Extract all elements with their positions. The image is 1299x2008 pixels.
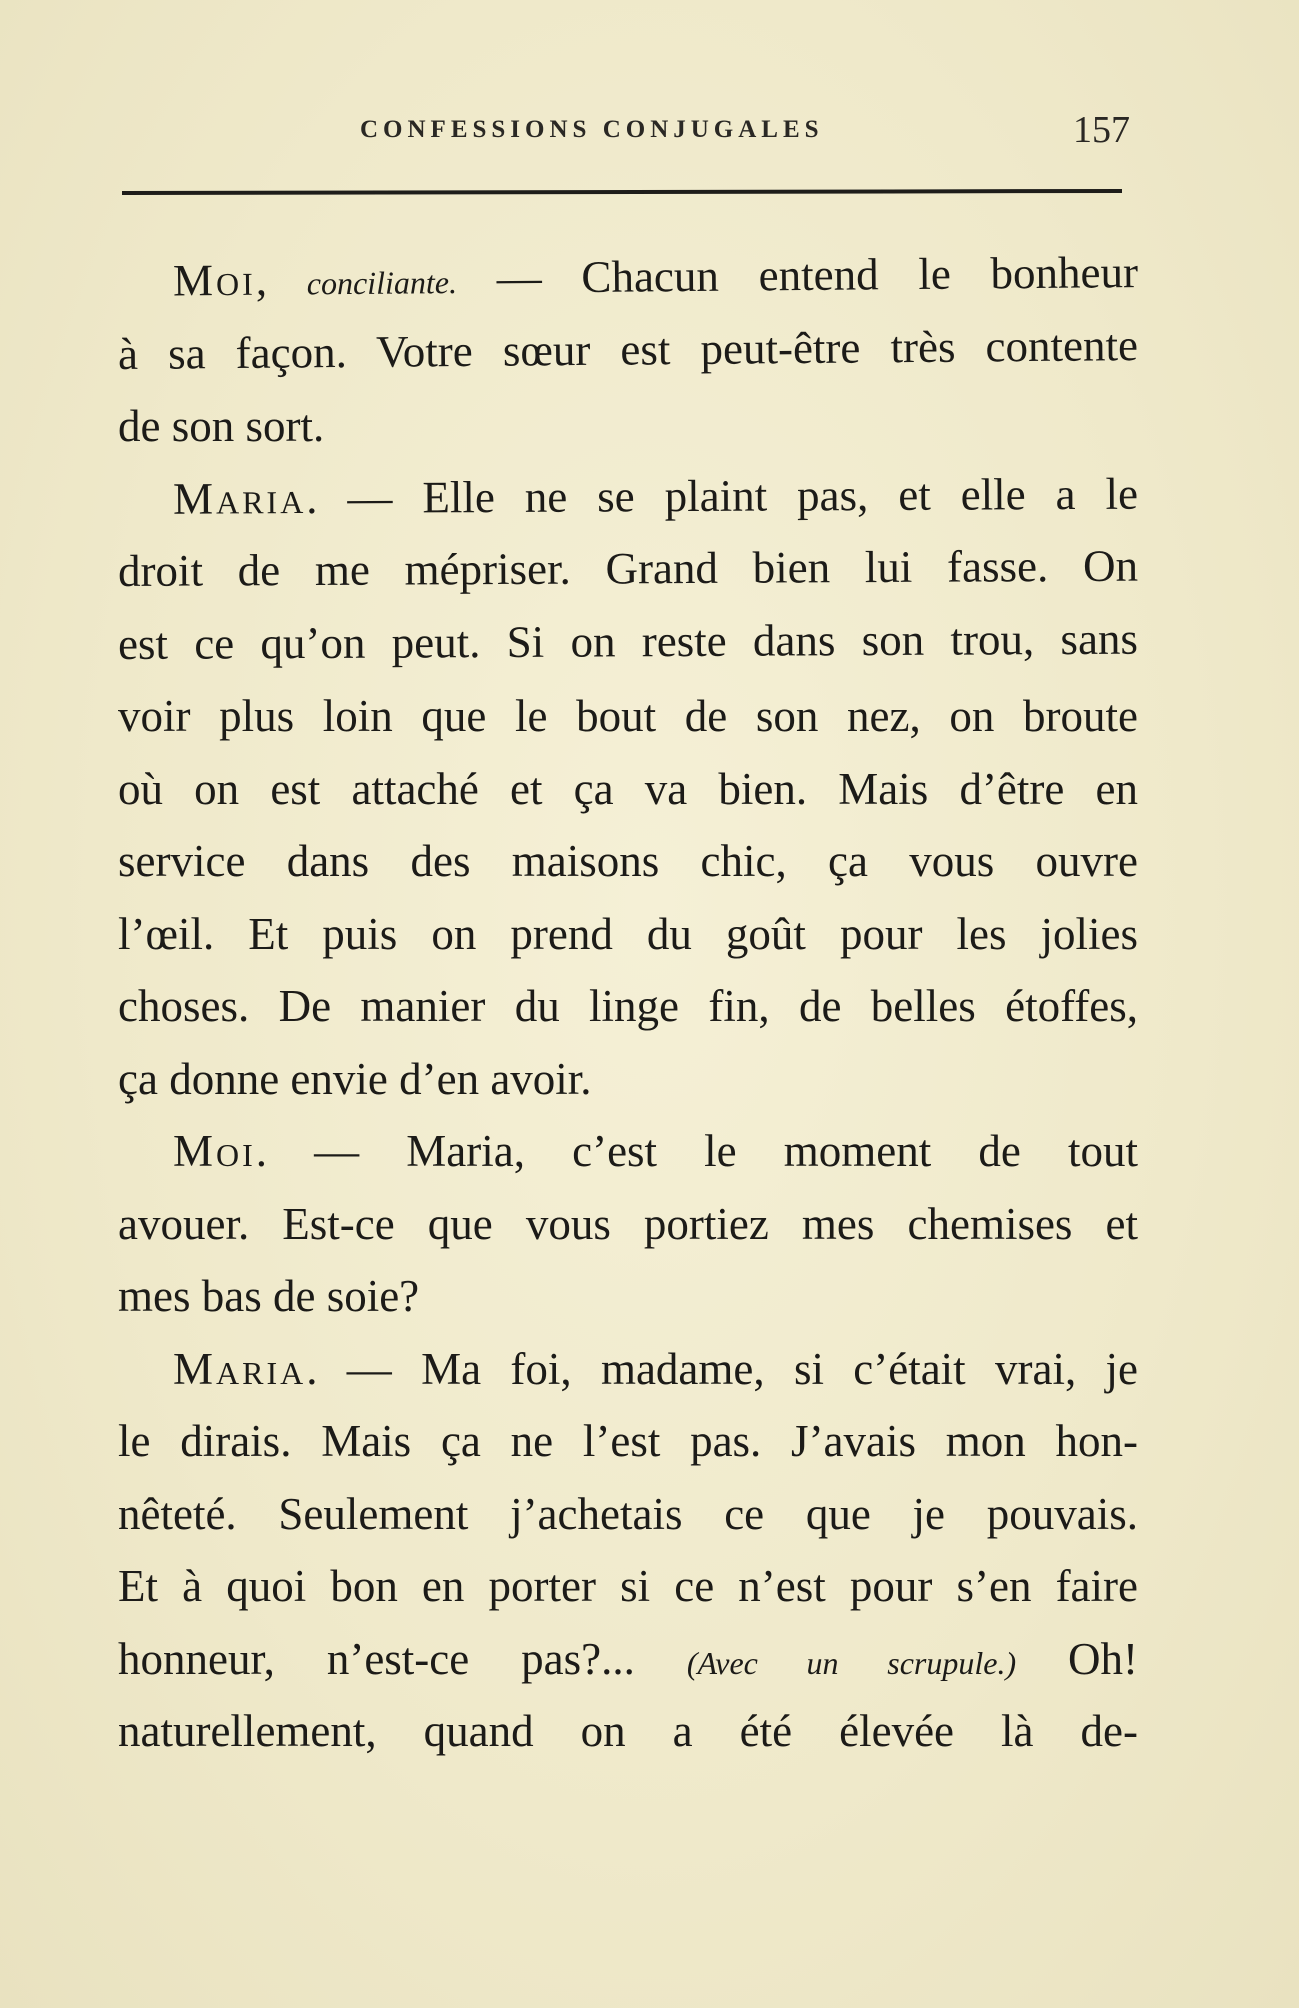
paragraph-4-line-4: Et à quoi bon en porter si ce n’est pour s’en faire (118, 1561, 1138, 1611)
speaker-name: Moi (173, 1126, 256, 1176)
paragraph-2-line-7: l’œil. Et puis on prend du goût pour les jolies (118, 908, 1138, 959)
line-text: — Chacun entend le bonheur (496, 247, 1139, 303)
paragraph-1-line-1: Moi, conciliante. — Chacun entend le bonheur (172, 247, 1139, 306)
paragraph-4-line-3: nêteté. Seulement j’achetais ce que je pouvais. (118, 1488, 1138, 1539)
running-header (120, 108, 1130, 168)
running-title: CONFESSIONS CONJUGALES (360, 116, 824, 143)
line-text: . — Ma foi, madame, si c’était vrai, je (306, 1343, 1138, 1394)
page-number: 157 (1073, 109, 1130, 151)
line-text: honneur, n’est-ce pas?... (118, 1633, 635, 1684)
paragraph-2-line-6: service dans des maisons chic, ça vous ouvre (118, 836, 1138, 886)
header-rule (122, 189, 1122, 195)
body-text (118, 245, 1138, 1768)
paragraph-2-line-2: droit de me mépriser. Grand bien lui fasse. On (117, 540, 1139, 596)
line-text: . — Maria, c’est le moment de tout (255, 1126, 1138, 1176)
paragraph-4-line-5 (118, 1623, 1138, 1696)
paragraph-3-line-3: mes bas de soie? (118, 1271, 420, 1321)
stage-direction: (Avec un scrupule.) (686, 1644, 1017, 1681)
line-text: . — Elle ne se plaint pas, et elle a le (306, 468, 1139, 523)
paragraph-2-line-3: est ce qu’on peut. Si on reste dans son trou, sans (117, 613, 1139, 669)
paragraph-1-line-3: de son sort. (118, 401, 325, 451)
stage-direction: conciliante. (306, 264, 458, 302)
paragraph-4-line-2: le dirais. Mais ça ne l’est pas. J’avais mon hon- (118, 1416, 1138, 1466)
paragraph-3-line-2: avouer. Est-ce que vous portiez mes chemises et (118, 1198, 1138, 1249)
paragraph-4-line-1 (118, 1333, 1138, 1406)
paragraph-1-line-2: à sa façon. Votre sœur est peut-être très contente (117, 319, 1139, 379)
paragraph-2-line-1 (118, 457, 1138, 535)
speaker-name: Maria (172, 472, 307, 524)
speaker-name: Maria (173, 1343, 307, 1394)
paragraph-3-line-1 (118, 1115, 1138, 1188)
paragraph-2-line-9: ça donne envie d’en avoir. (118, 1053, 592, 1104)
paragraph-2-line-5: où on est attaché et ça va bien. Mais d’être en (118, 763, 1138, 814)
paragraph-2-line-4: voir plus loin que le bout de son nez, on broute (118, 691, 1138, 741)
paragraph-4-line-6: naturellement, quand on a été élevée là de- (118, 1706, 1138, 1756)
paragraph-2-line-8: choses. De manier du linge fin, de belles étoffes, (118, 981, 1138, 1031)
speaker-name: Moi (172, 254, 256, 306)
line-text-after: Oh! (1068, 1633, 1139, 1684)
